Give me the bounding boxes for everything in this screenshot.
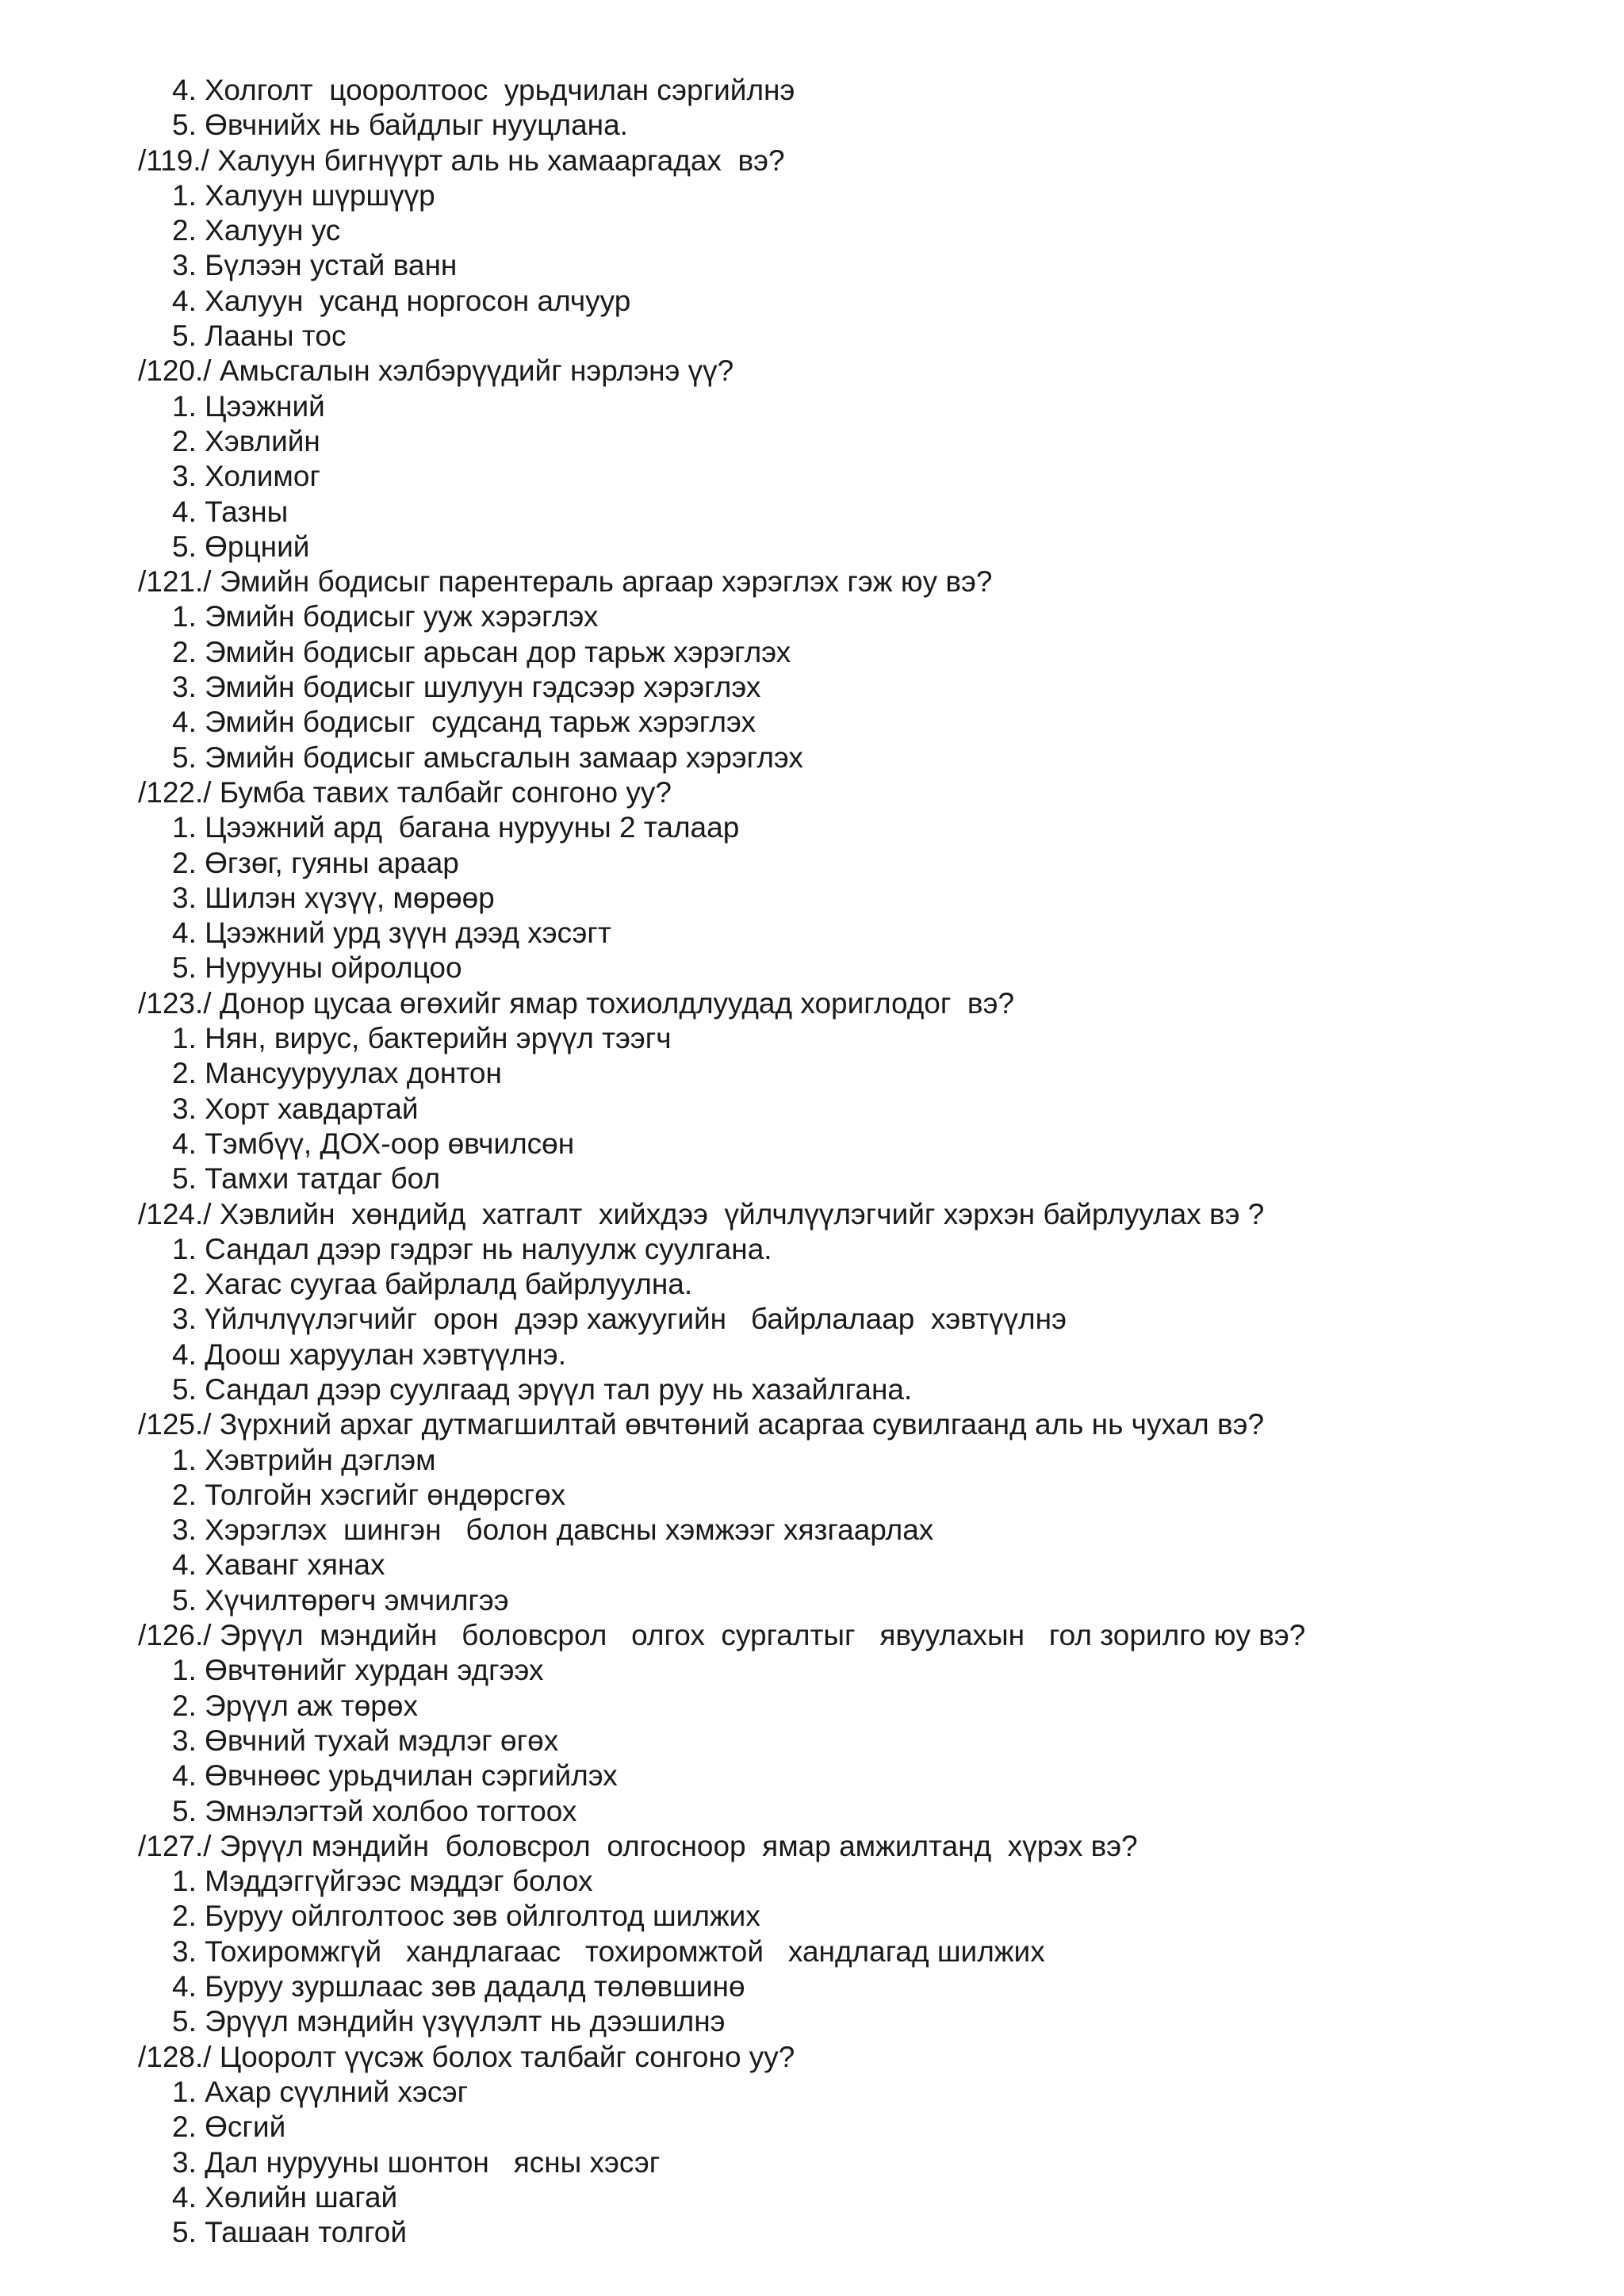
answer-option: 1. Нян, вирус, бактерийн эрүүл тээгч — [172, 1022, 672, 1055]
answer-option: 1. Сандал дээр гэдрэг нь налуулж суулгана. — [172, 1232, 772, 1265]
answer-option: 1. Эмийн бодисыг ууж хэрэглэх — [172, 600, 599, 633]
answer-option: 4. Хөлийн шагай — [172, 2180, 398, 2214]
answer-option: 2. Эмийн бодисыг арьсан дор тарьж хэрэглэх — [172, 635, 791, 668]
answer-option: 3. Үйлчлүүлэгчийг орон дээр хажуугийн байрлалаар хэвтүүлнэ — [172, 1303, 1067, 1336]
answer-option: 2. Эрүүл аж төрөх — [172, 1689, 418, 1722]
answer-option: 4. Тэмбүү, ДОХ-оор өвчилсөн — [172, 1127, 575, 1160]
answer-option: 4. Цээжний урд зүүн дээд хэсэгт — [172, 916, 611, 950]
answer-option: 1. Халуун шүршүүр — [172, 178, 435, 212]
answer-option: 2. Буруу ойлголтоос зөв ойлголтод шилжих — [172, 1900, 760, 1933]
answer-option: 5. Тамхи татдаг бол — [172, 1162, 441, 1196]
answer-option: 4. Хаванг хянах — [172, 1548, 385, 1582]
answer-option: 4. Тазны — [172, 495, 289, 528]
answer-option: 2. Өгзөг, гуяны араар — [172, 846, 459, 879]
answer-option: 1. Цээжний — [172, 389, 325, 423]
answer-option: 1. Мэддэггүйгээс мэддэг болох — [172, 1865, 593, 1898]
answer-option: 3. Хорт хавдартай — [172, 1092, 419, 1125]
question-line: /128./ Цооролт үүсэж болох талбайг сонгоно уу? — [138, 2040, 795, 2073]
question-line: /120./ Амьсгалын хэлбэрүүдийг нэрлэнэ үү? — [138, 354, 734, 388]
answer-option: 3. Бүлээн устай ванн — [172, 249, 458, 282]
answer-option: 3. Тохиромжгүй хандлагаас тохиромжтой хандлагад шилжих — [172, 1934, 1045, 1968]
question-line: /125./ Зүрхний архаг дутмагшилтай өвчтөний асаргаа сувилгаанд аль нь чухал вэ? — [138, 1408, 1265, 1441]
answer-option: 3. Шилэн хүзүү, мөрөөр — [172, 881, 495, 914]
question-line: /124./ Хэвлийн хөндийд хатгалт хийхдээ үйлчлүүлэгчийг хэрхэн байрлуулах вэ ? — [138, 1197, 1265, 1230]
answer-option: 2. Толгойн хэсгийг өндөрсгөх — [172, 1478, 566, 1511]
answer-option: 5. Эмийн бодисыг амьсгалын замаар хэрэглэх — [172, 740, 803, 774]
answer-option: 3. Эмийн бодисыг шулуун гэдсээр хэрэглэх — [172, 671, 761, 704]
answer-option: 2. Хэвлийн — [172, 424, 320, 457]
answer-option: 3. Өвчний тухай мэдлэг өгөх — [172, 1724, 559, 1757]
answer-option: 2. Халуун ус — [172, 214, 341, 247]
answer-option: 3. Холимог — [172, 460, 320, 493]
answer-option: 1. Өвчтөнийг хурдан эдгээх — [172, 1654, 544, 1687]
answer-option: 5. Өрцний — [172, 530, 310, 563]
answer-option: 4. Халуун усанд норгосон алчуур — [172, 284, 631, 317]
answer-option: 3. Хэрэглэх шингэн болон давсны хэмжээг хязгаарлах — [172, 1513, 934, 1547]
answer-option: 2. Өсгий — [172, 2110, 286, 2144]
answer-option: 4. Өвчнөөс урьдчилан сэргийлэх — [172, 1759, 618, 1793]
answer-option: 5. Ташаан толгой — [172, 2216, 408, 2249]
answer-option: 1. Ахар сүүлний хэсэг — [172, 2075, 469, 2108]
question-line: /121./ Эмийн бодисыг парентераль аргаар хэрэглэх гэж юу вэ? — [138, 565, 993, 599]
answer-option: 5. Нурууны ойролцоо — [172, 951, 462, 985]
answer-option: 5. Эрүүл мэндийн үзүүлэлт нь дээшилнэ — [172, 2005, 726, 2038]
answer-option: 4. Буруу зуршлаас зөв дадалд төлөвшинө — [172, 1970, 745, 2003]
answer-option: 1. Цээжний ард багана нурууны 2 талаар — [172, 811, 740, 844]
document-page — [0, 73, 1624, 2250]
answer-option: 5. Эмнэлэгтэй холбоо тогтоох — [172, 1794, 577, 1827]
answer-option: 2. Мансууруулах донтон — [172, 1057, 502, 1090]
question-line: /123./ Донор цусаа өгөхийг ямар тохиолдлуудад хориглодог вэ? — [138, 986, 1015, 1020]
answer-option: 3. Дал нурууны шонтон ясны хэсэг — [172, 2145, 661, 2179]
answer-option: 5. Сандал дээр суулгаад эрүүл тал руу нь хазайлгана. — [172, 1372, 913, 1406]
answer-option: 4. Доош харуулан хэвтүүлнэ. — [172, 1337, 566, 1371]
answer-option: 5. Лааны тос — [172, 320, 347, 353]
answer-option: 4. Холголт цооролтоос урьдчилан сэргийлнэ — [172, 74, 795, 106]
question-line: /122./ Бумба тавих талбайг сонгоно уу? — [138, 775, 672, 809]
answer-option: 5. Өвчнийх нь байдлыг нууцлана. — [172, 109, 628, 142]
question-line: /127./ Эрүүл мэндийн боловсрол олгосноор ямар амжилтанд хүрэх вэ? — [138, 1829, 1138, 1862]
answer-option: 2. Хагас суугаа байрлалд байрлуулна. — [172, 1268, 693, 1301]
answer-option: 5. Хүчилтөрөгч эмчилгээ — [172, 1583, 509, 1617]
answer-option: 4. Эмийн бодисыг судсанд тарьж хэрэглэх — [172, 706, 756, 739]
question-line: /126./ Эрүүл мэндийн боловсрол олгох сургалтыг явуулахын гол зорилго юу вэ? — [138, 1619, 1306, 1652]
question-line: /119./ Халуун бигнүүрт аль нь хамааргадах вэ? — [138, 144, 785, 177]
answer-option: 1. Хэвтрийн дэглэм — [172, 1443, 436, 1476]
